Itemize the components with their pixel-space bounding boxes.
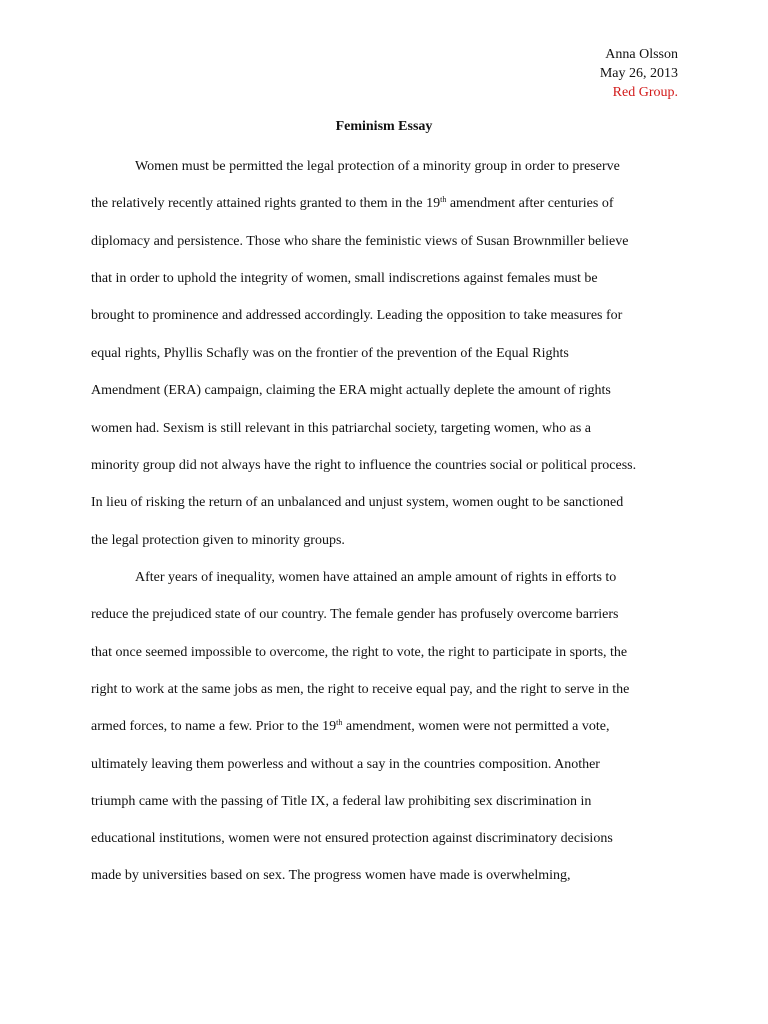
text-line: diplomacy and persistence. Those who share the feministic views of Susan Brownmiller believe: [91, 234, 629, 249]
text-line: reduce the prejudiced state of our country. The female gender has profusely overcome barriers: [91, 607, 619, 622]
author-name: Anna Olsson: [605, 47, 678, 62]
text-line: the relatively recently attained rights granted to them in the 19th amendment after centuries of: [91, 195, 614, 211]
text-line: brought to prominence and addressed accordingly. Leading the opposition to take measures for: [91, 308, 623, 323]
text-line: the legal protection given to minority groups.: [91, 533, 345, 548]
text-line: educational institutions, women were not ensured protection against discriminatory decisions: [91, 831, 613, 846]
text-line: equal rights, Phyllis Schafly was on the frontier of the prevention of the Equal Rights: [91, 346, 569, 361]
text-line: After years of inequality, women have attained an ample amount of rights in efforts to: [135, 570, 617, 585]
text-line: that in order to uphold the integrity of women, small indiscretions against females must be: [91, 271, 598, 286]
text-line: minority group did not always have the right to influence the countries social or political process.: [91, 458, 637, 473]
text-line: that once seemed impossible to overcome, the right to vote, the right to participate in sports, the: [91, 645, 628, 660]
essay-title: Feminism Essay: [335, 119, 433, 134]
text-line: In lieu of risking the return of an unbalanced and unjust system, women ought to be sanctioned: [91, 495, 624, 510]
text-line: right to work at the same jobs as men, the right to receive equal pay, and the right to serve in the: [91, 682, 630, 697]
text-line: triumph came with the passing of Title IX, a federal law prohibiting sex discrimination in: [91, 794, 592, 809]
text-line: made by universities based on sex. The progress women have made is overwhelming,: [91, 868, 571, 883]
text-line: Amendment (ERA) campaign, claiming the ERA might actually deplete the amount of rights: [91, 383, 611, 398]
text-line: armed forces, to name a few. Prior to the 19th amendment, women were not permitted a vote,: [91, 718, 610, 734]
essay-date: May 26, 2013: [599, 66, 678, 81]
group-label: Red Group.: [612, 85, 678, 100]
text-line: Women must be permitted the legal protection of a minority group in order to preserve: [135, 159, 620, 174]
text-line: ultimately leaving them powerless and without a say in the countries composition. Another: [91, 757, 600, 772]
essay-header: [600, 45, 678, 102]
text-line: women had. Sexism is still relevant in this patriarchal society, targeting women, who as a: [91, 421, 592, 436]
